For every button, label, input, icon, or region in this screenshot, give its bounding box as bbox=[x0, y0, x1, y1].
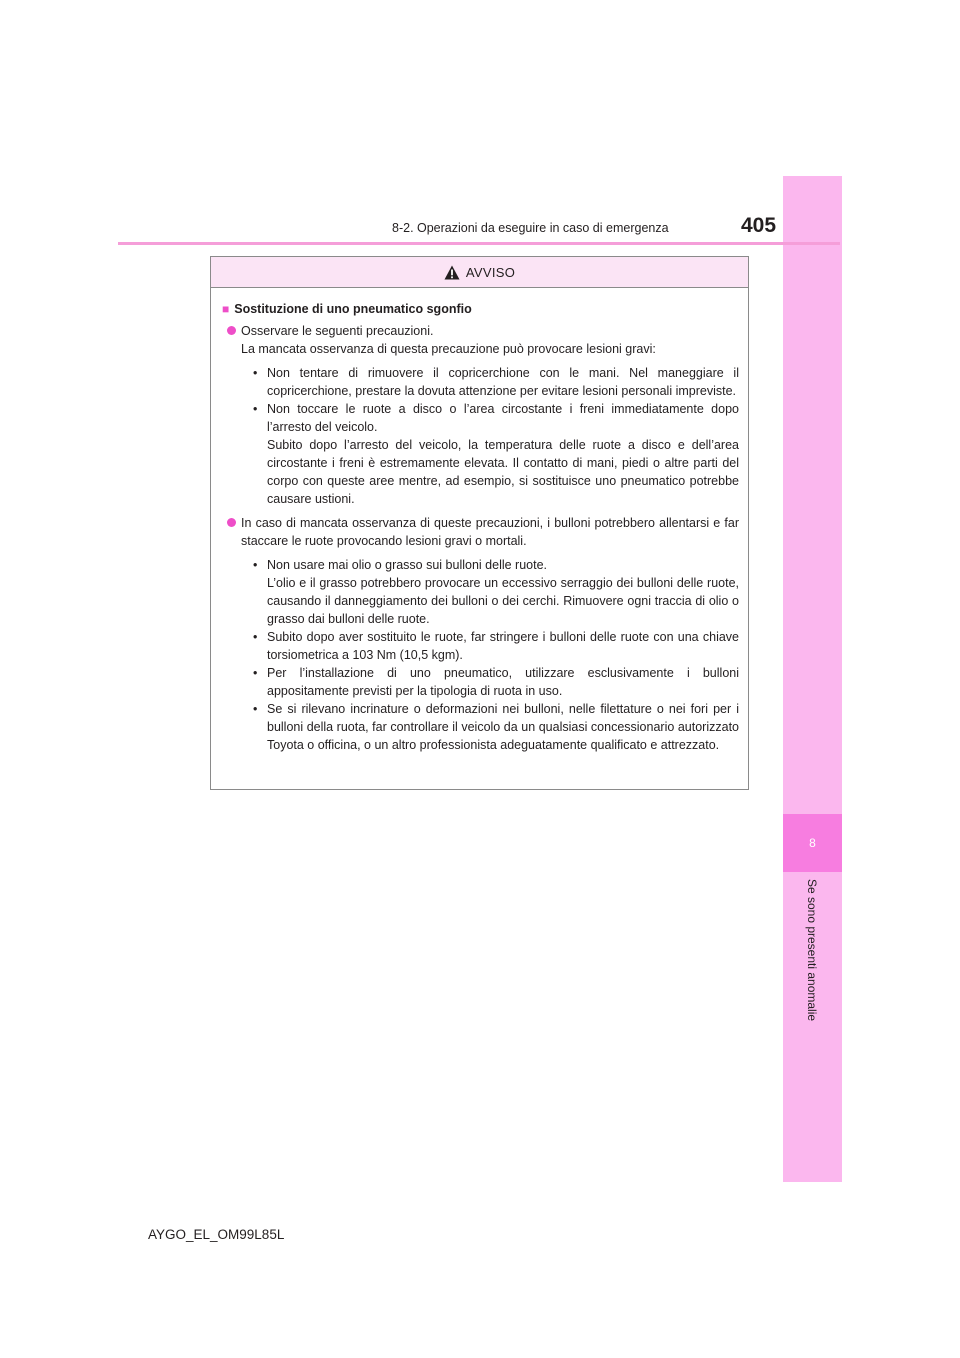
bullet-mark: • bbox=[253, 630, 258, 644]
bullet-item bbox=[222, 664, 739, 700]
bullet-item bbox=[222, 400, 739, 508]
bullet-list bbox=[222, 556, 739, 754]
bullet-item bbox=[222, 628, 739, 664]
document-code: AYGO_EL_OM99L85L bbox=[148, 1227, 285, 1242]
bullet-mark: • bbox=[253, 702, 258, 716]
circle-bullet-icon bbox=[227, 518, 236, 527]
bullet-text: L’olio e il grasso potrebbero provocare un eccessivo serraggio dei bulloni delle ruote, causando il danneggiamento dei bulloni o dei cerchi. Rimuovere ogni traccia di olio o grasso dai bulloni delle ruote. bbox=[267, 576, 739, 626]
point-line: La mancata osservanza di questa precauzione può provocare lesioni gravi: bbox=[241, 342, 656, 356]
warning-header bbox=[211, 257, 748, 288]
point-line: In caso di mancata osservanza di queste precauzioni, i bulloni potrebbero allentarsi e far staccare le ruote provocando lesioni gravi o mortali. bbox=[241, 516, 739, 548]
bullet-item bbox=[222, 556, 739, 628]
warning-triangle-icon bbox=[444, 265, 460, 280]
bullet-text: Subito dopo l’arresto del veicolo, la temperatura delle ruote a disco e dell’area circostante i freni è estremamente elevata. Il contatto di mani, piedi o altre parti del corpo con queste aree mentre, ad esempio, si sostituisce uno pneumatico potrebbe causare ustioni. bbox=[267, 438, 739, 506]
chapter-number: 8 bbox=[809, 836, 816, 850]
warning-box bbox=[210, 256, 749, 790]
heading-text: Sostituzione di uno pneumatico sgonfio bbox=[234, 302, 472, 316]
bullet-text: Per l’installazione di uno pneumatico, utilizzare esclusivamente i bulloni appositamente previsti per la tipologia di ruota in uso. bbox=[267, 666, 739, 698]
chapter-number-block bbox=[783, 814, 842, 872]
chapter-side-tab bbox=[783, 176, 842, 1182]
precaution-point bbox=[222, 322, 739, 358]
bullet-text: Subito dopo aver sostituito le ruote, far stringere i bulloni delle ruote con una chiave torsiometrica a 103 Nm (10,5 kgm). bbox=[267, 630, 739, 662]
page-number: 405 bbox=[741, 214, 777, 237]
bullet-text: Non tentare di rimuovere il copricerchione con le mani. Nel maneggiare il copricerchione, prestare la dovuta attenzione per evitare lesioni personali impreviste. bbox=[267, 366, 739, 398]
bullet-text: Se si rilevano incrinature o deformazioni nei bulloni, nelle filettature o nei fori per i bulloni della ruota, far controllare il veicolo da un qualsiasi concessionario autorizzato Toyota o officina, o un altro professionista adeguatamente qualificato e attrezzato. bbox=[267, 702, 739, 752]
point-line: Osservare le seguenti precauzioni. bbox=[241, 324, 434, 338]
bullet-mark: • bbox=[253, 558, 258, 572]
section-heading bbox=[222, 300, 739, 318]
warning-title: AVVISO bbox=[465, 264, 516, 280]
bullet-list bbox=[222, 364, 739, 508]
bullet-text: Non usare mai olio o grasso sui bulloni delle ruote. bbox=[267, 558, 548, 572]
precaution-point bbox=[222, 514, 739, 550]
bullet-mark: • bbox=[253, 666, 258, 680]
section-title: 8-2. Operazioni da eseguire in caso di emergenza bbox=[392, 221, 669, 235]
chapter-label: Se sono presenti anomalie bbox=[805, 878, 819, 1022]
bullet-mark: • bbox=[253, 366, 258, 380]
bullet-text: Non toccare le ruote a disco o l’area circostante i freni immediatamente dopo l’arresto del veicolo. bbox=[267, 402, 739, 434]
bullet-item bbox=[222, 364, 739, 400]
warning-body bbox=[211, 288, 748, 754]
square-bullet-icon: ■ bbox=[222, 302, 230, 316]
bullet-item bbox=[222, 700, 739, 754]
header-rule bbox=[118, 242, 840, 245]
circle-bullet-icon bbox=[227, 326, 236, 335]
bullet-mark: • bbox=[253, 402, 258, 416]
